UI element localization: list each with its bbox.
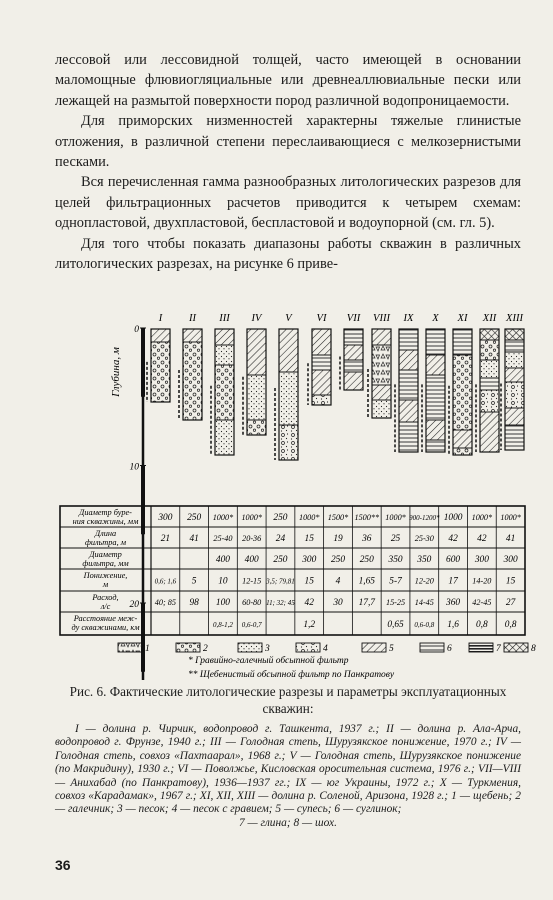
lithology-layer [344,372,363,390]
legend-item-sandy-loam [362,643,394,654]
legend-swatch [469,643,493,652]
table-row-label: м [102,580,109,589]
table-row-label: Диаметр [89,550,122,559]
lithology-layer [480,378,499,390]
table-cell: 1000* [385,513,406,522]
well-column [449,313,472,455]
table-cell: 1000* [298,513,320,522]
table-cell: 250 [187,513,202,523]
well-column [243,313,266,435]
table-cell: 350 [388,555,403,565]
legend-number: 1 [145,644,150,654]
lithology-layer [399,370,418,400]
table-cell: 250 [330,555,346,565]
well-label: VII [346,313,361,324]
lithology-layer [215,329,234,345]
lithology-layer [312,329,331,355]
lithology-layer [505,382,524,408]
table-cell: 0,8 [475,620,488,630]
lithology-layer [426,420,445,440]
well-label: VIII [373,313,390,324]
legend-number: 4 [323,644,328,654]
table-cell: 0,8-1,2 [213,621,233,629]
lithology-layer [453,430,472,448]
lithology-layer [215,420,234,455]
legend-swatch [238,643,262,652]
lithology-legend [118,643,536,654]
lithology-layer [505,425,524,450]
lithology-layer [480,340,499,360]
table-cell: 250 [273,555,288,565]
table-cell: 1000* [471,513,493,522]
lithology-layer [399,350,418,370]
table-cell: 300 [503,555,518,565]
table-cell: 300 [302,555,317,565]
legend-number: 8 [531,644,536,654]
lithology-layer [480,360,499,378]
well-column [340,313,363,390]
table-cell: 40; 85 [154,598,176,607]
table-cell: 1,65 [358,576,375,587]
table-row [72,614,517,632]
lithology-layer [279,372,298,425]
legend-item-clay [469,643,502,654]
table-cell: 900-1200* [409,514,440,522]
table-cell: 1500** [354,513,380,522]
caption-legend [55,723,521,830]
table-cell: 0,8 [504,620,517,630]
well-column [476,313,499,452]
lithology-layer [399,400,418,422]
lithology-layer [426,375,445,420]
lithology-layer [399,329,418,350]
well-column [501,313,524,450]
table-row-label: ния скважины, мм [72,517,139,526]
well-column [179,313,202,420]
table-cell: 400 [215,555,230,565]
depth-tick-label: 20 [129,600,139,610]
well-label: XIII [506,313,523,324]
table-cell: 17,7 [358,598,375,608]
table-cell: 11; 32; 45 [266,599,295,607]
lithology-layer [372,329,391,345]
lithology-layer [480,329,499,340]
well-label: IV [251,313,262,324]
paragraph-1: лессовой или лессовидной толщей, часто имеющей в основании маломощные флювиогляциальные или древнеаллювиальные пески или лежащей на размытой поверхности пород различной водопроницаемости. [55,52,521,109]
table-cell: 100 [215,598,230,608]
legend-item-rock [504,643,536,654]
legend-swatch [118,643,142,652]
lithology-layer [312,355,331,370]
legend-number: 7 [496,644,501,654]
lithology-layer [312,370,331,395]
table-cell: 360 [446,598,461,608]
table-row-label: л/с [100,602,111,611]
well-column [147,313,170,402]
table-cell: 5-7 [389,576,402,587]
table-cell: 25-30 [414,534,434,543]
lithology-layer [344,360,363,372]
lithology-layer [372,400,391,418]
lithology-layer [344,345,363,360]
lithology-layer [183,329,202,342]
table-row-label: Понижение, [83,571,128,580]
legend-number: 2 [203,644,208,654]
lithology-layer [505,408,524,425]
table-cell: 12-15 [242,576,262,586]
legend-item-pebble [118,643,150,654]
depth-tick-label: 10 [129,462,139,473]
well-label: XI [457,313,468,324]
table-cell: 1,6 [447,620,459,630]
lithology-layer [312,395,331,405]
lithology-layer [247,420,266,435]
table-cell: 60-80 [242,598,262,607]
lithology-layer [480,412,499,452]
well-label: I [158,313,163,324]
well-column [308,313,331,405]
well-column [422,313,445,452]
table-cell: 19 [333,534,343,544]
lithology-layer [426,329,445,355]
paragraph-4: Для того чтобы показать диапазоны работы скважин в различных литологических разрезах, на рисунке 6 приве- [55,235,521,273]
table-row [85,529,515,547]
table-cell: 27 [505,598,516,608]
table-cell: 350 [417,555,432,565]
lithology-layer [372,385,391,400]
legend-item-sand-gravel [296,643,328,654]
lithology-layer [505,329,524,340]
legend-swatch [504,643,528,652]
table-cell: 30 [333,598,343,608]
table-cell: 3,5; 79,81 [266,577,295,586]
table-cell: 10 [218,576,228,587]
table-cell: 4 [335,576,341,587]
lithology-layer [247,375,266,420]
table-cell: 12-20 [414,576,434,586]
table-row [82,550,518,568]
table-cell: 1,2 [303,620,316,630]
well-label: II [189,313,196,324]
table-cell: 0,65 [387,620,404,630]
table-cell: 15 [304,534,314,544]
caption-title: Рис. 6. Фактические литологические разрезы и параметры эксплуатационных скважин: [69,684,507,716]
table-row [83,571,516,589]
table-cell: 42 [477,534,487,544]
table-cell: 20-36 [242,534,262,543]
lithology-layer [215,345,234,365]
table-cell: 15 [304,576,314,587]
parameter-table [60,506,525,635]
well-label: V [285,313,292,324]
well-label: X [432,313,439,324]
table-row-label: Диаметр буре- [79,508,132,517]
table-cell: 41 [189,534,199,544]
legend-item-loam [420,643,452,654]
footnote-crushed-stone-filter: ** Щебенистый обсыпной фильтр по Панкратову [188,670,395,680]
table-cell: 24 [275,534,286,544]
depth-tick-label: 0 [134,325,139,335]
well-label: IX [403,313,414,324]
depth-axis-label: Глубина, м [110,347,122,397]
well-column [275,313,298,460]
table-cell: 17 [448,576,458,587]
table-row-label: Расход, [92,593,119,602]
paragraph-2: Для приморских низменностей характерны тяжелые глинистые отложения, в различной степени переслаивающиеся с мелкозернистыми песками. [55,113,521,171]
lithology-layer [215,365,234,420]
table-row-label: ду скважинами, км [71,623,140,632]
table-cell: 14-20 [472,576,492,586]
lithology-layer [151,329,170,342]
lithology-layer [344,329,363,345]
well-label: VI [316,313,327,324]
table-cell: 1000 [443,513,463,523]
legend-swatch [420,643,444,652]
well-column [368,313,391,418]
table-cell: 300 [158,513,173,523]
caption-legend-tail: 7 — глина; 8 — шох. [239,816,337,829]
page-number: 36 [55,857,71,873]
table-cell: 5 [191,576,197,587]
lithology-layer [480,390,499,412]
table-row-label: фильтра, м [84,538,127,547]
lithology-layer [453,448,472,455]
table-cell: 600 [446,555,461,565]
table-cell: 42 [448,534,458,544]
lithology-layer [453,329,472,355]
legend-number: 6 [447,644,452,654]
table-cell: 0,6-0,7 [241,621,262,629]
lithology-layer [426,440,445,452]
table-cell: 0,6-0,8 [414,621,435,629]
table-cell: 14-45 [414,598,434,607]
table-cell: 36 [362,534,372,544]
table-cell: 1000* [500,513,521,522]
legend-item-gravel [176,643,208,654]
legend-item-sand [238,643,270,654]
legend-swatch [362,643,386,652]
well-column [211,313,234,455]
lithology-layer [505,340,524,352]
table-cell: 41 [505,534,516,544]
well-columns [147,313,524,460]
lithology-layer [279,329,298,372]
table-row-label: Расстояние меж- [73,614,138,623]
legend-swatch [296,643,320,652]
lithology-layer [453,355,472,430]
well-column [395,313,418,452]
lithology-layer [505,352,524,368]
table-cell: 15 [505,576,516,587]
paragraph-3: Вся перечисленная гамма разнообразных литологических разрезов для целей фильтрационных расчетов приводится к четырем схемам: однопластовой, двухпластовой, беспластовой и водоупорной (см. гл. 5). [55,174,521,232]
footnote-gravel-filter: * Гравийно-галечный обсыпной фильтр [188,656,349,666]
table-cell: 1000* [241,513,262,522]
lithology-layer [279,425,298,460]
lithology-layer [183,342,202,420]
table-row-label: фильтра, мм [82,559,129,568]
table-cell: 1000* [212,513,234,522]
table-cell: 25-40 [213,534,233,543]
legend-swatch [176,643,200,652]
table-row [91,593,516,611]
table-cell: 98 [189,598,199,608]
table-cell: 42-45 [472,598,492,607]
figure-caption [55,683,521,830]
table-row [73,508,522,526]
table-cell: 250 [359,555,374,565]
legend-number: 3 [265,644,270,654]
table-cell: 300 [474,555,489,565]
table-cell: 1500* [327,513,349,522]
table-row-label: Длина [94,529,117,538]
caption-legend-text: I — долина р. Чирчик, водопровод г. Ташкента, 1937 г.; II — долина р. Ала-Арча, водопровод г. Фрунзе, 1940 г.; III — Голодная степь, Шурузякское понижение, 1970 г.; IV — Голодная степь, совхоз «Пахтаарал», 1968 г.; V — Голодная степь, Шурузякское понижение (по Макридину), 1930 г.; VI — Поволжье, Кисловская оросительная система, 1976 г.; VII—VIII — Анихабад (по Панкратову), 1936—1937 гг.; IX — юг Украины, 1972 г.; X — Туркмения, совхоз «Карадамак», 1967 г.; XI, XII, XIII — долина р. Соленой, Аризона, 1928 г.; 1 — щебень; 2 — галечник; 3 — песок; 4 — песок с гравием; 5 — супесь; 6 — суглинок; [55,723,521,816]
lithology-layer [372,345,391,385]
table-cell: 250 [273,513,288,523]
well-label: III [219,313,230,324]
table-cell: 25 [390,534,401,544]
lithology-layer [247,329,266,375]
lithology-layer [151,342,170,402]
table-cell: 0,6; 1,6 [154,577,177,586]
lithology-layer [505,368,524,382]
lithology-layer [399,422,418,452]
table-cell: 42 [304,598,314,608]
lithology-layer [426,355,445,375]
table-cell: 21 [160,534,171,544]
table-cell: 15-25 [385,598,406,607]
legend-number: 5 [389,644,394,654]
well-label: XII [482,313,497,324]
table-cell: 400 [244,555,259,565]
